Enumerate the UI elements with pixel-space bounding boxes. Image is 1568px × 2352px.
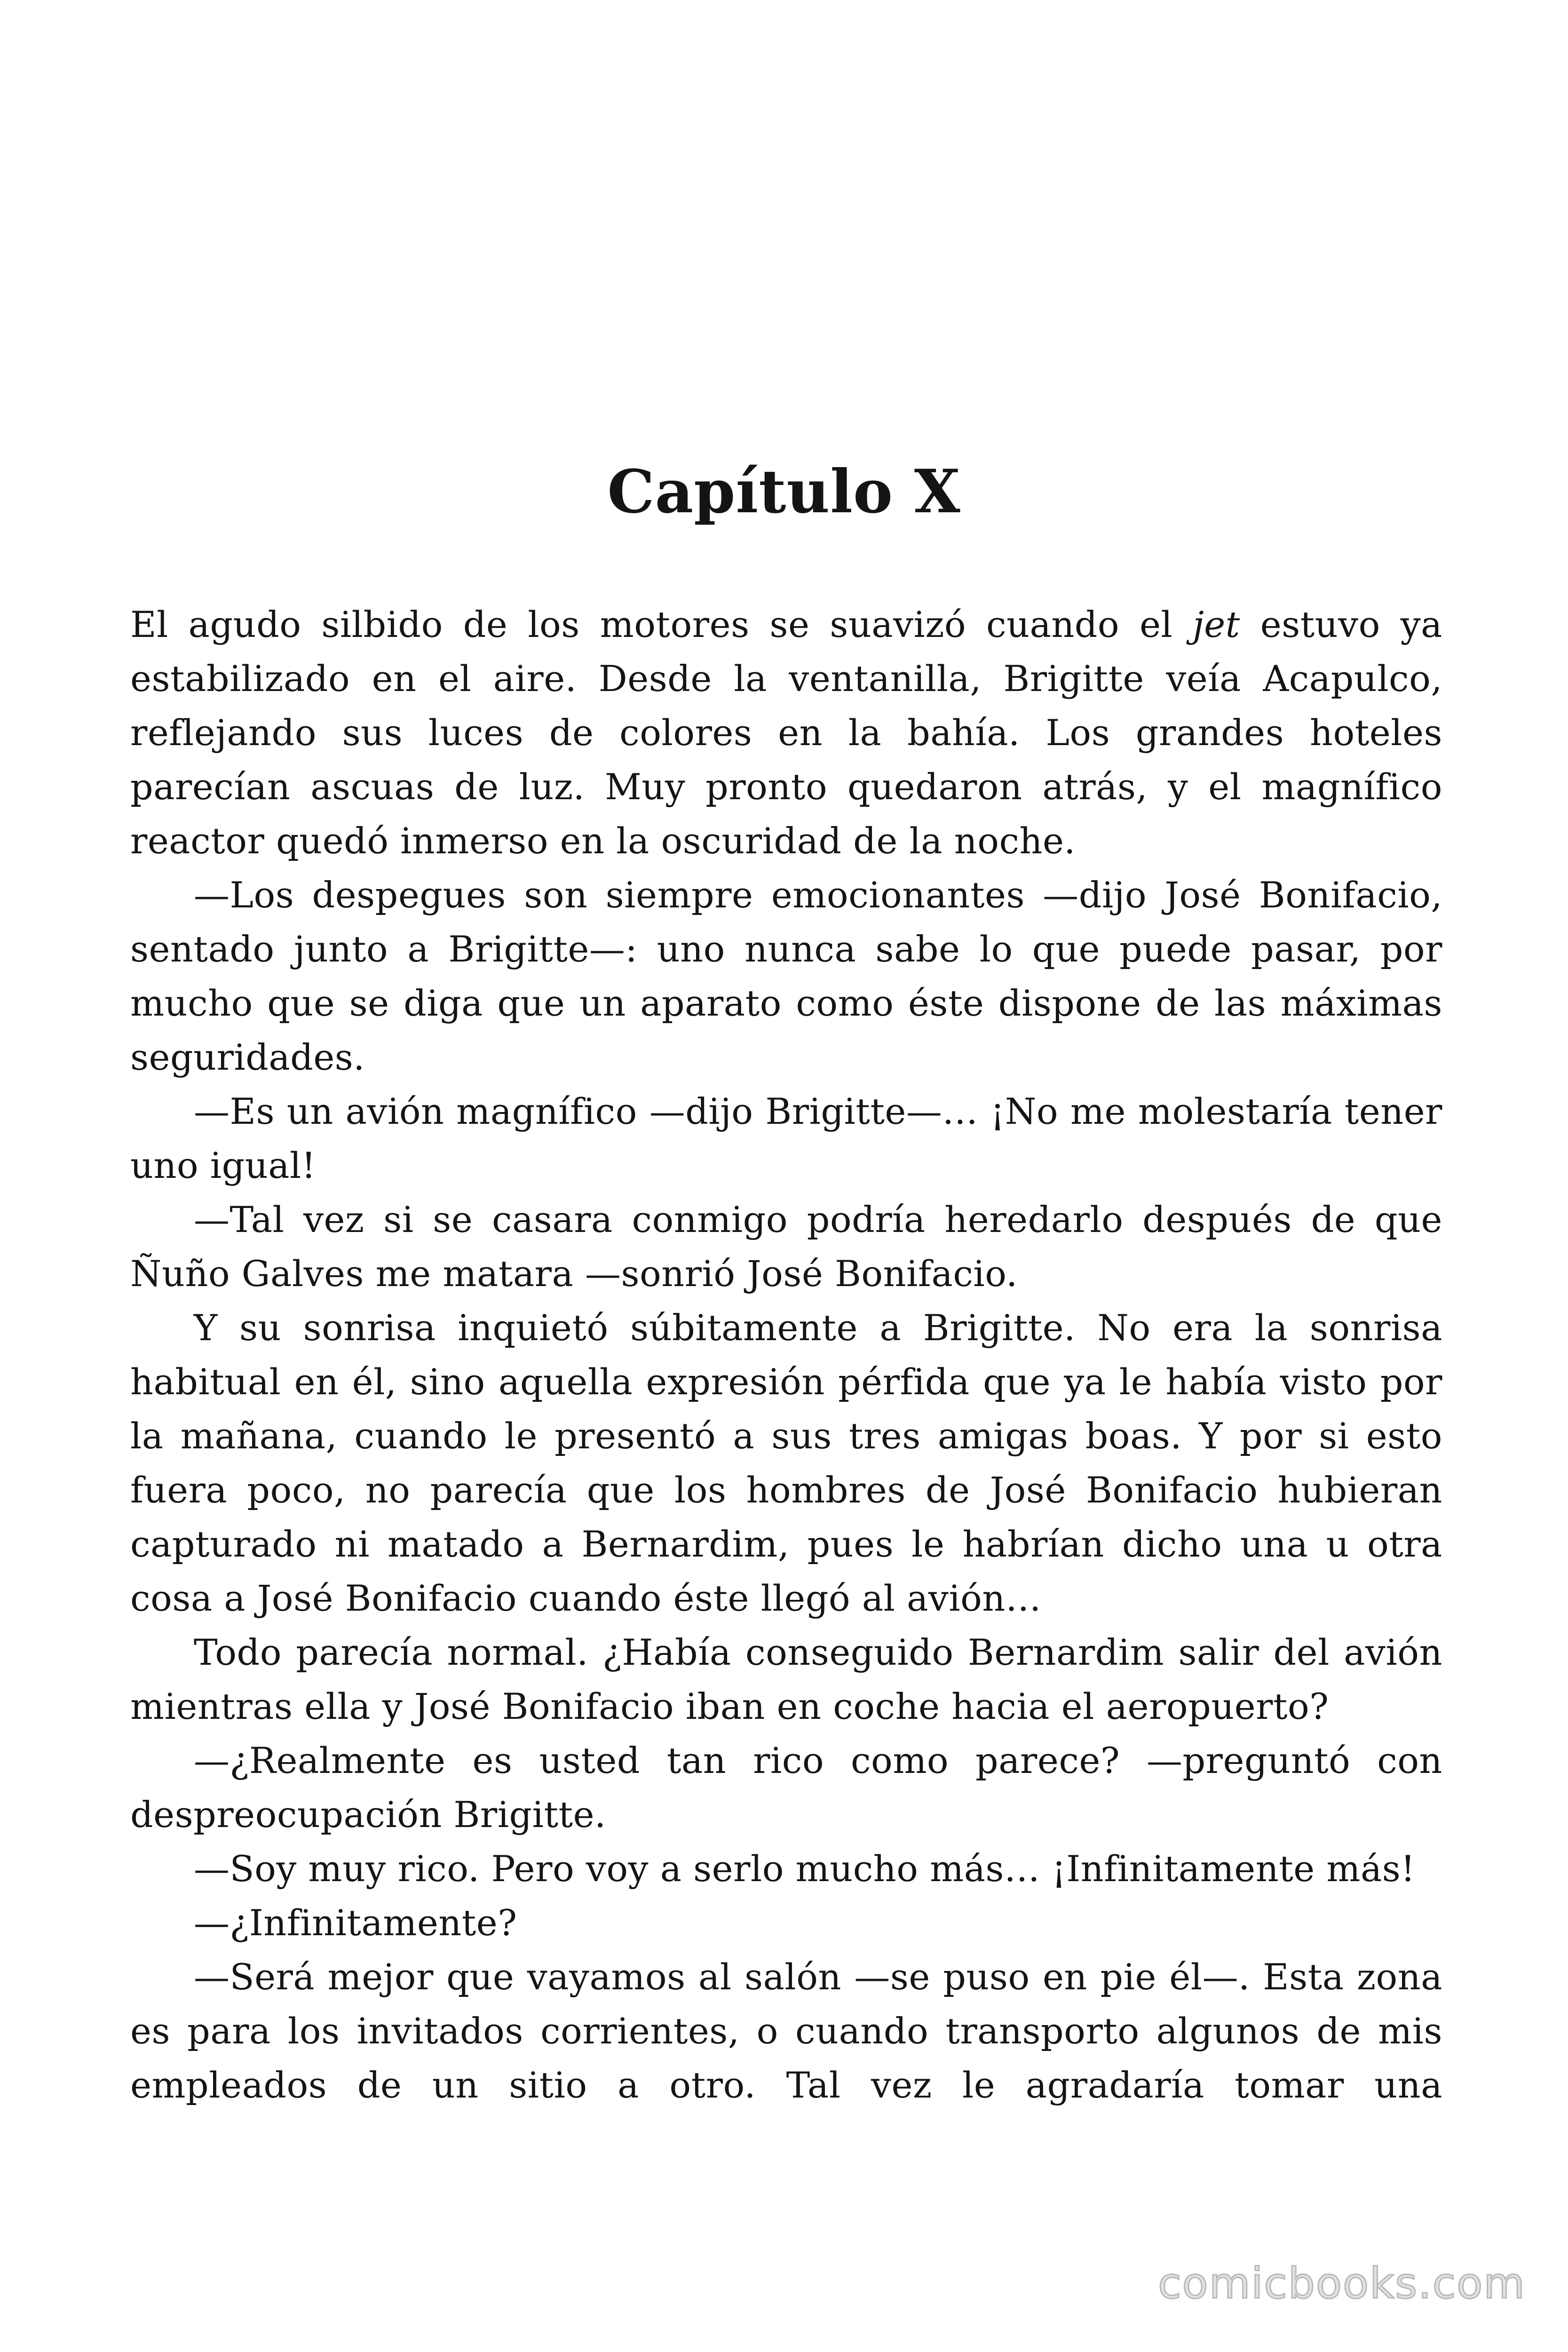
paragraph-3: —Es un avión magnífico —dijo Brigitte—… ¡No me molestaría tener uno igual! — [130, 1090, 1442, 1186]
watermark-logo: comicbooks.com — [1158, 2259, 1526, 2308]
paragraph-1-end: estuvo ya estabilizado en el aire. Desde la ventanilla, Brigitte veía Acapulco, reflejando sus luces de colores en la bahía. Los grandes hoteles parecían ascuas de luz. Muy pronto quedaron atrás, y el magnífico reactor quedó inmerso en la oscuridad de la noche. — [130, 604, 1442, 862]
paragraph-10: —Será mejor que vayamos al salón —se puso en pie él—. Esta zona es para los invitados corrientes, o cuando transporto algunos de mis empleados de un sitio a otro. Tal vez le agradaría tomar una — [130, 1956, 1442, 2106]
chapter-body — [130, 597, 1442, 2112]
paragraph-1-start: El agudo silbido de los motores se suavizó cuando el — [130, 604, 1193, 645]
emphasis-jet: jet — [1193, 604, 1240, 645]
chapter-title: Capítulo X — [607, 457, 961, 526]
paragraph-7: —¿Realmente es usted tan rico como parece? —preguntó con despreocupación Brigitte. — [130, 1740, 1442, 1836]
paragraph-4: —Tal vez si se casara conmigo podría heredarlo después de que Ñuño Galves me matara —sonrió José Bonifacio. — [130, 1199, 1442, 1295]
paragraph-5: Y su sonrisa inquietó súbitamente a Brigitte. No era la sonrisa habitual en él, sino aquella expresión pérfida que ya le había visto por la mañana, cuando le presentó a sus tres amigas boas. Y por si esto fuera poco, no parecía que los hombres de José Bonifacio hubieran capturado ni matado a Bernardim, pues le habrían dicho una u otra cosa a José Bonifacio cuando éste llegó al avión… — [130, 1307, 1442, 1619]
paragraph-2: —Los despegues son siempre emocionantes —dijo José Bonifacio, sentado junto a Brigitte—: uno nunca sabe lo que puede pasar, por mucho que se diga que un aparato como éste dispone de las máximas seguridades. — [130, 874, 1442, 1078]
paragraph-6: Todo parecía normal. ¿Había conseguido Bernardim salir del avión mientras ella y José Bonifacio iban en coche hacia el aeropuerto? — [130, 1631, 1442, 1727]
paragraph-9: —¿Infinitamente? — [194, 1902, 517, 1944]
paragraph-8: —Soy muy rico. Pero voy a serlo mucho más… ¡Infinitamente más! — [194, 1848, 1416, 1890]
paragraph-1 — [130, 597, 1442, 868]
